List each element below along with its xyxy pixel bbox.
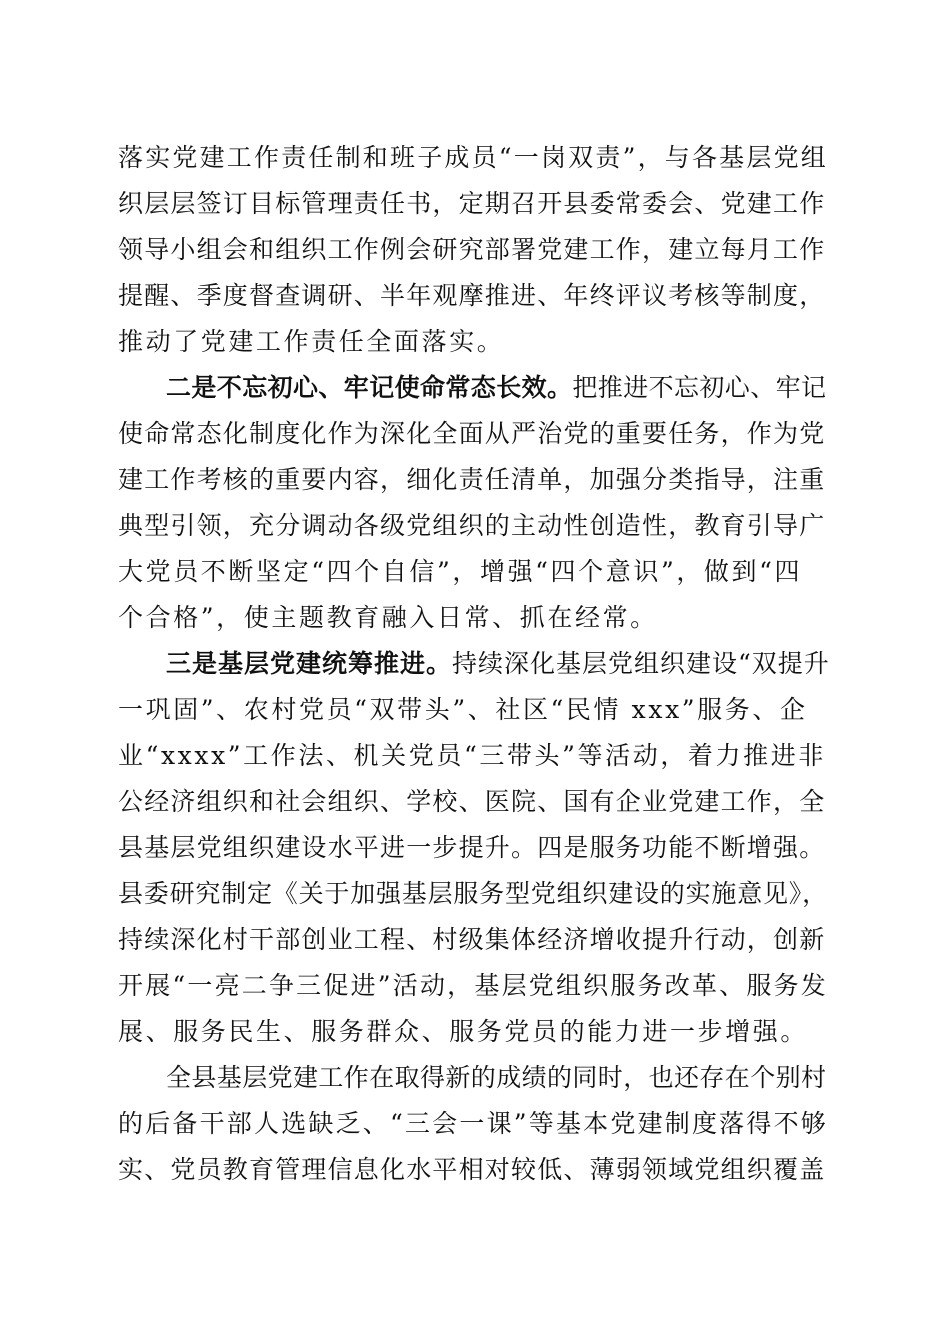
paragraph-line: 县委研究制定《关于加强基层服务型党组织建设的实施意见》， [118,879,828,908]
paragraph-text: 把推进不忘初心、牢记 [572,373,827,402]
paragraph-line: 落实党建工作责任制和班子成员“一岗双责”，与各基层党组 [118,143,828,172]
paragraph-line: 公经济组织和社会组织、学校、医院、国有企业党建工作，全 [118,787,826,816]
paragraph-line: 建工作考核的重要内容，细化责任清单，加强分类指导，注重 [118,465,826,494]
paragraph-line: 的后备干部人选缺乏、“三会一课”等基本党建制度落得不够 [118,1109,828,1138]
paragraph-line: 推动了党建工作责任全面落实。 [118,327,505,356]
paragraph-line: 织层层签订目标管理责任书，定期召开县委常委会、党建工作 [118,189,826,218]
paragraph-line: 展、服务民生、服务群众、服务党员的能力进一步增强。 [118,1017,809,1046]
paragraph-first-line [166,368,826,408]
paragraph-text: 持续深化基层党组织建设“双提升 [452,649,830,678]
paragraph-line: 实、党员教育管理信息化水平相对较低、薄弱领域党组织覆盖 [118,1155,826,1184]
paragraph-first-line: 全县基层党建工作在取得新的成绩的同时，也还存在个别村 [166,1063,827,1092]
paragraph-line: 领导小组会和组织工作例会研究部署党建工作，建立每月工作 [118,235,826,264]
paragraph-line: 提醒、季度督查调研、半年观摩推进、年终评议考核等制度， [118,281,826,310]
paragraph-line: 个合格”，使主题教育融入日常、抓在经常。 [118,603,658,632]
paragraph-line: 一巩固”、农村党员“双带头”、社区“民情 xxx”服务、企 [118,695,808,724]
paragraph-line: 县基层党组织建设水平进一步提升。四是服务功能不断增强。 [118,833,826,862]
paragraph-line: 使命常态化制度化作为深化全面从严治党的重要任务，作为党 [118,419,826,448]
paragraph-line: 开展“一亮二争三促进”活动，基层党组织服务改革、服务发 [118,971,828,1000]
paragraph-line: 持续深化村干部创业工程、村级集体经济增收提升行动，创新 [118,925,826,954]
paragraph-heading: 二是不忘初心、牢记使命常态长效。 [166,373,573,402]
paragraph-heading: 三是基层党建统筹推进。 [166,649,453,678]
paragraph-line: 大党员不断坚定“四个自信”，增强“四个意识”，做到“四 [118,557,803,586]
paragraph-line: 典型引领，充分调动各级党组织的主动性创造性，教育引导广 [118,511,826,540]
paragraph-line: 业“xxxx”工作法、机关党员“三带头”等活动，着力推进非 [118,741,826,770]
paragraph-first-line [166,644,830,684]
